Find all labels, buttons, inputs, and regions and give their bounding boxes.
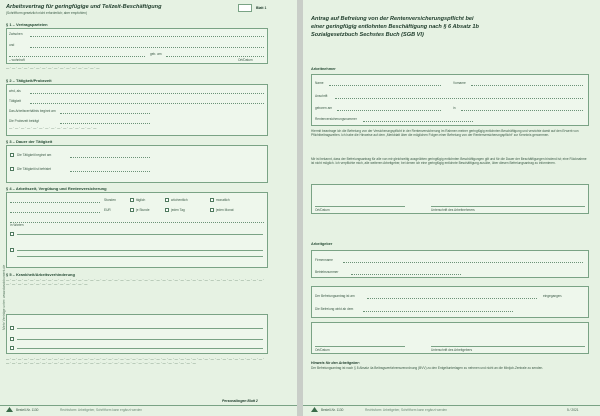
ill-line-3 xyxy=(17,348,263,349)
option-1-date[interactable] xyxy=(70,151,150,158)
employee-signature-label: Unterschrift des Arbeitnehmers xyxy=(431,208,475,212)
check-rv-2[interactable] xyxy=(10,248,14,252)
closing-text: — · — · — · — · — · — · — · — · — · — · — · — · — · — · — · — · — · — · — · — · — · — · — · — · — · — · — · — · — · — · — · — · — · — · — · — · — · — · — · — · — · — · — · — · — · — · — · — · — · — · — · — · — · — · — · — · — · — · — · — · — · — · — · — · — · — · — · — · — · — · — · — · — · — · — xyxy=(6,357,264,365)
rv-line-2 xyxy=(17,250,263,251)
footer-code: Bestell-Nr. 1130 xyxy=(16,408,39,412)
wage-words-field[interactable] xyxy=(10,216,264,223)
employer-date-line xyxy=(315,346,405,347)
check-rv-1[interactable] xyxy=(10,232,14,236)
section-taetigkeit: § 2 – Tätigkeit/Probezeit xyxy=(6,78,52,83)
intro-note: — · — · — · — · — · — · — · — · — · — · — · — · — · — · — · — xyxy=(6,66,100,70)
para-declaration: Hiermit beantrage ich die Befreiung von der Versicherungspflicht in der Rentenversicherung im Rahmen meiner geringfügig entlohnten Beschäftigung und verzichte damit auf den Erwerb von Pflichtbeitragszeiten. Ich habe die Hinweise auf dem „Merkblatt über die möglichen Folgen einer Befreiung von der Rentenversicherungspflicht“ zur Kenntnis genommen. xyxy=(311,129,579,137)
section-dauer: § 3 – Dauer der Tätigkeit xyxy=(6,139,53,144)
employer-field[interactable] xyxy=(30,30,264,37)
footer-tag: Personalbogen Blatt 2 xyxy=(222,399,258,403)
label-euro: EUR xyxy=(104,208,111,212)
label-je-stunde: je Stunde xyxy=(136,208,150,212)
exemption-title-2: einer geringfügig entlohnten Beschäftigung nach § 6 Absatz 1b xyxy=(311,24,479,30)
label-taetigkeit: Tätigkeit xyxy=(9,99,22,103)
label-ort-datum: Ort/Datum xyxy=(238,58,253,62)
label-in: in xyxy=(453,106,456,110)
rv-line-3 xyxy=(17,256,263,257)
address-field-right[interactable] xyxy=(335,92,583,99)
check-woechentlich[interactable] xyxy=(165,198,169,202)
label-jeden-monat: jeden Monat xyxy=(216,208,234,212)
birthdate-field-right[interactable] xyxy=(337,104,441,111)
footer-code-right: Bestell-Nr. 1130 xyxy=(321,408,344,412)
first-name-field[interactable] xyxy=(471,79,583,86)
address-field[interactable] xyxy=(9,50,145,57)
exemption-page xyxy=(303,0,600,416)
brand-logo-icon xyxy=(6,407,13,412)
footer-note: Rechtsform: Arbeitgeber, Schriftform kann ergänzt werden xyxy=(60,408,143,412)
label-wirkt-ab: Die Befreiung wirkt ab dem xyxy=(315,307,354,311)
label-rv-nummer: Rentenversicherungsnummer xyxy=(315,117,357,121)
contract-page xyxy=(0,0,297,416)
activity-note: — · — · — · — · — · — · — · — · — · — · — · — · — · — · — xyxy=(9,126,97,130)
check-ill-3[interactable] xyxy=(10,346,14,350)
option-checkbox-1[interactable] xyxy=(10,153,14,157)
check-taeglich[interactable] xyxy=(130,198,134,202)
label-stunden: Stunden xyxy=(104,198,116,202)
wage-field[interactable] xyxy=(10,206,100,213)
label-woechentlich: wöchentlich xyxy=(171,198,188,202)
check-jeden-tag[interactable] xyxy=(165,208,169,212)
label-zwischen: Zwischen xyxy=(9,32,23,36)
ill-line-1 xyxy=(17,328,263,329)
label-geboren-am: geboren am xyxy=(315,106,333,110)
footer-number-right: 5 / 2021 xyxy=(567,408,579,412)
exemption-title-3: Sozialgesetzbuch Sechstes Buch (SGB VI) xyxy=(311,32,424,38)
label-vorname: Vorname xyxy=(453,81,466,85)
label-wohnhaft: – wohnhaft xyxy=(9,58,25,62)
employer-signature-label: Unterschrift des Arbeitgebers xyxy=(431,348,473,352)
option-2-date[interactable] xyxy=(70,165,150,172)
label-beginnt-am: Das Arbeitsverhältnis beginnt am xyxy=(9,109,56,113)
label-befreiung-am: Der Befreiungsantrag ist am xyxy=(315,294,355,298)
start-date-field[interactable] xyxy=(60,107,150,114)
footer-line-right xyxy=(303,405,600,406)
label-geb-am: geb. am xyxy=(150,52,162,56)
section-krankheit: § 5 – Krankheit/Arbeitsverhinderung xyxy=(6,272,75,277)
section-arbeitszeit: § 4 – Arbeitszeit, Vergütung und Rentenversicherung xyxy=(6,186,107,191)
activity-field[interactable] xyxy=(30,97,264,104)
contract-subtitle: (Schriftform gesetzlich nicht erforderlich; aber empfohlen) xyxy=(6,11,87,15)
birthdate-field[interactable] xyxy=(166,50,264,57)
section-arbeitgeber: Arbeitgeber xyxy=(311,242,333,246)
option-2-label: Die Tätigkeit ist befristet xyxy=(17,167,51,171)
para-binding: Mir ist bekannt, dass der Befreiungsantrag für alle von mir gleichzeitig ausgeübten geringfügig entlohnten Beschäftigungen gilt und für die Dauer der Beschäftigungen bindend ist; eine Rücknahme ist nicht möglich. Ich verpflichte mich, alle weiteren Arbeitgeber, bei denen ich eine geringfügig entlohnte Beschäftigung ausübe, über diesen Befreiungsantrag zu informieren. xyxy=(311,157,587,165)
employer-signature-line xyxy=(431,346,585,347)
label-und: und xyxy=(9,43,15,47)
footer-note-right: Rechtsform: Arbeitgeber, Schriftform kann ergänzt werden xyxy=(365,408,448,412)
label-eingegangen: eingegangen. xyxy=(543,294,563,298)
option-checkbox-2[interactable] xyxy=(10,167,14,171)
probation-field[interactable] xyxy=(60,117,150,124)
exemption-title-1: Antrag auf Befreiung von der Rentenversicherungspflicht bei xyxy=(311,16,474,22)
label-jeden-tag: jeden Tag xyxy=(171,208,185,212)
footer-line xyxy=(0,405,297,406)
hint-title: Hinweis für den Arbeitgeber: xyxy=(311,361,360,365)
effective-date-field[interactable] xyxy=(363,305,513,312)
contract-page-badge: Blatt 1 xyxy=(256,6,267,10)
label-firmenname: Firmenname xyxy=(315,258,333,262)
label-probezeit: Die Probezeit beträgt xyxy=(9,119,39,123)
section-vertragsparteien: § 1 – Vertragsparteien xyxy=(6,22,48,27)
employee-date-line xyxy=(315,206,405,207)
name-field[interactable] xyxy=(329,79,441,86)
check-ill-2[interactable] xyxy=(10,337,14,341)
hours-field[interactable] xyxy=(10,196,100,203)
brand-logo-icon-right xyxy=(311,407,318,412)
company-name-field[interactable] xyxy=(343,256,583,263)
hint-text: Der Befreiungsantrag ist nach § 8 Absatz 4a Beitragsverfahrensverordnung (BVV) zu den Entgeltunterlagen zu nehmen und nicht an die Minijob-Zentrale zu senden. xyxy=(311,366,544,370)
illness-text: — · — · — · — · — · — · — · — · — · — · — · — · — · — · — · — · — · — · — · — · — · — · — · — · — · — · — · — · — · — · — · — · — · — · — · — · — · — · — · — · — · — · — · — · — · — · — · — · — · — · — · — · — · — · — · — · — xyxy=(6,278,264,286)
receipt-box xyxy=(311,286,589,318)
check-je-stunde[interactable] xyxy=(130,208,134,212)
label-als: wird, als xyxy=(9,89,21,93)
rv-line-1 xyxy=(17,234,263,235)
label-betriebsnummer: Betriebsnummer xyxy=(315,270,339,274)
contract-title: Arbeitsvertrag für geringfügige und Teilzeit-Beschäftigung xyxy=(6,4,162,10)
received-date-field[interactable] xyxy=(367,292,537,299)
rv-number-field[interactable] xyxy=(363,115,473,122)
ill-line-2 xyxy=(17,339,263,340)
employee-field[interactable] xyxy=(30,41,264,48)
logo-box xyxy=(238,4,252,12)
label-in-worten: in Worten xyxy=(10,223,24,227)
section-arbeitnehmer: Arbeitnehmer xyxy=(311,67,336,71)
check-jeden-monat[interactable] xyxy=(210,208,214,212)
birthplace-field[interactable] xyxy=(461,104,583,111)
check-monatlich[interactable] xyxy=(210,198,214,202)
employee-date-label: Ort/Datum xyxy=(315,208,330,212)
employee-signature-line xyxy=(431,206,585,207)
check-ill-1[interactable] xyxy=(10,326,14,330)
company-number-field[interactable] xyxy=(351,268,461,275)
label-name: Name xyxy=(315,81,324,85)
job-title-field[interactable] xyxy=(30,87,264,94)
vertical-note: Mehr Verträge unter: www.dasdokument.de xyxy=(2,264,6,330)
option-1-label: Die Tätigkeit beginnt am xyxy=(17,153,52,157)
employer-date-label: Ort/Datum xyxy=(315,348,330,352)
label-anschrift: Anschrift xyxy=(315,94,328,98)
label-taeglich: täglich xyxy=(136,198,146,202)
label-monatlich: monatlich xyxy=(216,198,230,202)
